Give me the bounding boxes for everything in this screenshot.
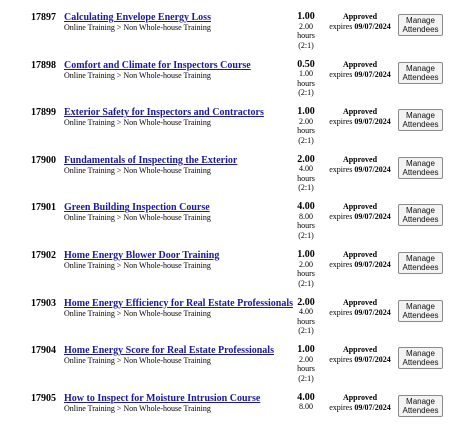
hours-value: 4.00 bbox=[299, 307, 313, 317]
expiry-date: 09/07/2024 bbox=[354, 212, 391, 222]
credit-info bbox=[286, 155, 326, 193]
course-id: 17898 bbox=[31, 59, 56, 71]
expiry-date: 09/07/2024 bbox=[354, 22, 391, 31]
hours-unit: hours bbox=[297, 316, 315, 326]
status-label: Approved bbox=[342, 392, 378, 402]
course-id: 17903 bbox=[31, 297, 56, 309]
status-label: Approved bbox=[342, 250, 378, 259]
credit-value: 4.00 bbox=[297, 391, 315, 403]
course-title-link[interactable]: Home Energy Efficiency for Real Estate Professionals bbox=[64, 297, 294, 309]
expiry-date: 09/07/2024 bbox=[354, 117, 391, 127]
manage-attendees-button[interactable]: Manage Attendees bbox=[398, 204, 443, 226]
manage-attendees-button[interactable]: Manage Attendees bbox=[398, 157, 443, 179]
expiry-prefix: expires bbox=[329, 260, 353, 269]
credit-info bbox=[286, 60, 326, 98]
course-row bbox=[0, 199, 474, 246]
status-label: Approved bbox=[342, 297, 378, 307]
status-label: Approved bbox=[342, 154, 378, 164]
expiry-prefix: expires bbox=[329, 164, 353, 174]
status-label: Approved bbox=[342, 107, 378, 117]
course-category: Online Training > Non Whole-house Training bbox=[64, 403, 211, 413]
course-id: 17905 bbox=[31, 392, 56, 404]
manage-attendees-button[interactable]: Manage Attendees bbox=[398, 395, 443, 417]
course-category: Online Training > Non Whole-house Training bbox=[64, 261, 211, 270]
hours-value: 8.00 bbox=[299, 211, 313, 221]
expiry-prefix: expires bbox=[329, 355, 353, 365]
course-id: 17900 bbox=[31, 154, 56, 166]
credit-ratio: (2:1) bbox=[298, 373, 314, 383]
course-title-link[interactable]: Exterior Safety for Inspectors and Contractors bbox=[64, 107, 264, 119]
approval-status bbox=[325, 345, 395, 365]
status-label: Approved bbox=[342, 345, 378, 355]
hours-unit: hours bbox=[297, 126, 315, 136]
expiry-prefix: expires bbox=[329, 22, 353, 31]
hours-value: 2.00 bbox=[299, 21, 313, 31]
course-category: Online Training > Non Whole-house Training bbox=[64, 213, 211, 223]
expiry-info bbox=[325, 260, 395, 270]
expiry-date: 09/07/2024 bbox=[354, 260, 391, 269]
hours-unit: hours bbox=[297, 173, 315, 183]
expiry-info bbox=[325, 355, 395, 365]
course-title-link[interactable]: Green Building Inspection Course bbox=[64, 202, 210, 214]
credit-value: 1.00 bbox=[297, 106, 315, 118]
course-title-link[interactable]: How to Inspect for Moisture Intrusion Course bbox=[64, 392, 261, 404]
course-row bbox=[0, 104, 474, 151]
credit-info bbox=[286, 202, 326, 240]
credit-value: 1.00 bbox=[297, 249, 315, 260]
course-category: Online Training > Non Whole-house Training bbox=[64, 118, 211, 128]
credit-info bbox=[286, 107, 326, 145]
course-category: Online Training > Non Whole-house Training bbox=[64, 23, 211, 32]
course-id: 17902 bbox=[31, 250, 56, 261]
course-category: Online Training > Non Whole-house Training bbox=[64, 356, 211, 366]
approval-status bbox=[325, 298, 395, 318]
approval-status bbox=[325, 393, 395, 413]
hours-unit: hours bbox=[297, 364, 315, 374]
course-title-link[interactable]: Fundamentals of Inspecting the Exterior bbox=[64, 154, 238, 166]
credit-value: 0.50 bbox=[297, 58, 315, 70]
manage-attendees-button[interactable]: Manage Attendees bbox=[398, 347, 443, 369]
expiry-prefix: expires bbox=[329, 117, 353, 127]
course-row bbox=[0, 152, 474, 199]
hours-value: 4.00 bbox=[299, 164, 313, 174]
approval-status bbox=[325, 202, 395, 222]
manage-attendees-button[interactable]: Manage Attendees bbox=[398, 14, 443, 36]
credit-value: 1.00 bbox=[297, 11, 315, 22]
status-label: Approved bbox=[342, 12, 378, 21]
credit-info bbox=[286, 12, 326, 50]
expiry-info bbox=[325, 403, 395, 413]
hours-value: 1.00 bbox=[299, 69, 313, 79]
expiry-info bbox=[325, 165, 395, 175]
approval-status bbox=[325, 250, 395, 270]
hours-unit: hours bbox=[297, 269, 315, 278]
course-row bbox=[0, 9, 474, 56]
expiry-info bbox=[325, 70, 395, 80]
credit-ratio: (2:1) bbox=[298, 326, 314, 336]
expiry-date: 09/07/2024 bbox=[354, 402, 391, 412]
course-category: Online Training > Non Whole-house Training bbox=[64, 165, 211, 175]
manage-attendees-button[interactable]: Manage Attendees bbox=[398, 252, 443, 274]
credit-ratio: (2:1) bbox=[298, 183, 314, 193]
credit-info bbox=[286, 298, 326, 336]
credit-ratio: (2:1) bbox=[298, 40, 314, 50]
hours-value: 2.00 bbox=[299, 259, 313, 269]
approval-status bbox=[325, 60, 395, 80]
credit-info bbox=[286, 345, 326, 383]
course-row bbox=[0, 390, 474, 437]
hours-unit: hours bbox=[297, 78, 315, 88]
course-row bbox=[0, 247, 474, 294]
course-row bbox=[0, 342, 474, 389]
course-row bbox=[0, 57, 474, 104]
course-category: Online Training > Non Whole-house Training bbox=[64, 308, 211, 318]
credit-info bbox=[286, 393, 326, 412]
approval-status bbox=[325, 107, 395, 127]
credit-value: 4.00 bbox=[297, 201, 315, 213]
hours-unit: hours bbox=[297, 221, 315, 231]
expiry-info bbox=[325, 117, 395, 127]
credit-ratio: (2:1) bbox=[298, 278, 314, 288]
expiry-date: 09/07/2024 bbox=[354, 307, 391, 317]
status-label: Approved bbox=[342, 202, 378, 212]
approval-status bbox=[325, 12, 395, 32]
hours-unit: hours bbox=[297, 31, 315, 40]
approval-status bbox=[325, 155, 395, 175]
course-id: 17901 bbox=[31, 202, 56, 214]
expiry-date: 09/07/2024 bbox=[354, 355, 391, 365]
hours-value: 2.00 bbox=[299, 354, 313, 364]
credit-info bbox=[286, 250, 326, 288]
course-id: 17897 bbox=[31, 12, 56, 23]
course-title-link[interactable]: Home Energy Score for Real Estate Professionals bbox=[64, 345, 274, 357]
credit-ratio: (2:1) bbox=[298, 135, 314, 145]
expiry-prefix: expires bbox=[329, 307, 353, 317]
hours-value: 2.00 bbox=[299, 116, 313, 126]
course-title-link[interactable]: Comfort and Climate for Inspectors Course bbox=[64, 59, 251, 71]
status-label: Approved bbox=[342, 59, 378, 69]
expiry-date: 09/07/2024 bbox=[354, 164, 391, 174]
expiry-info bbox=[325, 308, 395, 318]
expiry-info bbox=[325, 212, 395, 222]
course-id: 17899 bbox=[31, 107, 56, 119]
course-row bbox=[0, 295, 474, 342]
credit-value: 2.00 bbox=[297, 153, 315, 165]
manage-attendees-button[interactable]: Manage Attendees bbox=[398, 109, 443, 131]
hours-value: 8.00 bbox=[299, 402, 313, 412]
credit-value: 1.00 bbox=[297, 344, 315, 356]
credit-ratio: (2:1) bbox=[298, 230, 314, 240]
course-id: 17904 bbox=[31, 345, 56, 357]
course-title-link[interactable]: Home Energy Blower Door Training bbox=[64, 250, 220, 261]
expiry-info bbox=[325, 22, 395, 32]
expiry-prefix: expires bbox=[329, 212, 353, 222]
course-title-link[interactable]: Calculating Envelope Energy Loss bbox=[64, 12, 211, 23]
expiry-date: 09/07/2024 bbox=[354, 69, 391, 79]
expiry-prefix: expires bbox=[329, 69, 353, 79]
expiry-prefix: expires bbox=[329, 402, 353, 412]
manage-attendees-button[interactable]: Manage Attendees bbox=[398, 300, 443, 322]
credit-value: 2.00 bbox=[297, 296, 315, 308]
credit-ratio: (2:1) bbox=[298, 88, 314, 98]
course-category: Online Training > Non Whole-house Training bbox=[64, 70, 211, 80]
manage-attendees-button[interactable]: Manage Attendees bbox=[398, 62, 443, 84]
